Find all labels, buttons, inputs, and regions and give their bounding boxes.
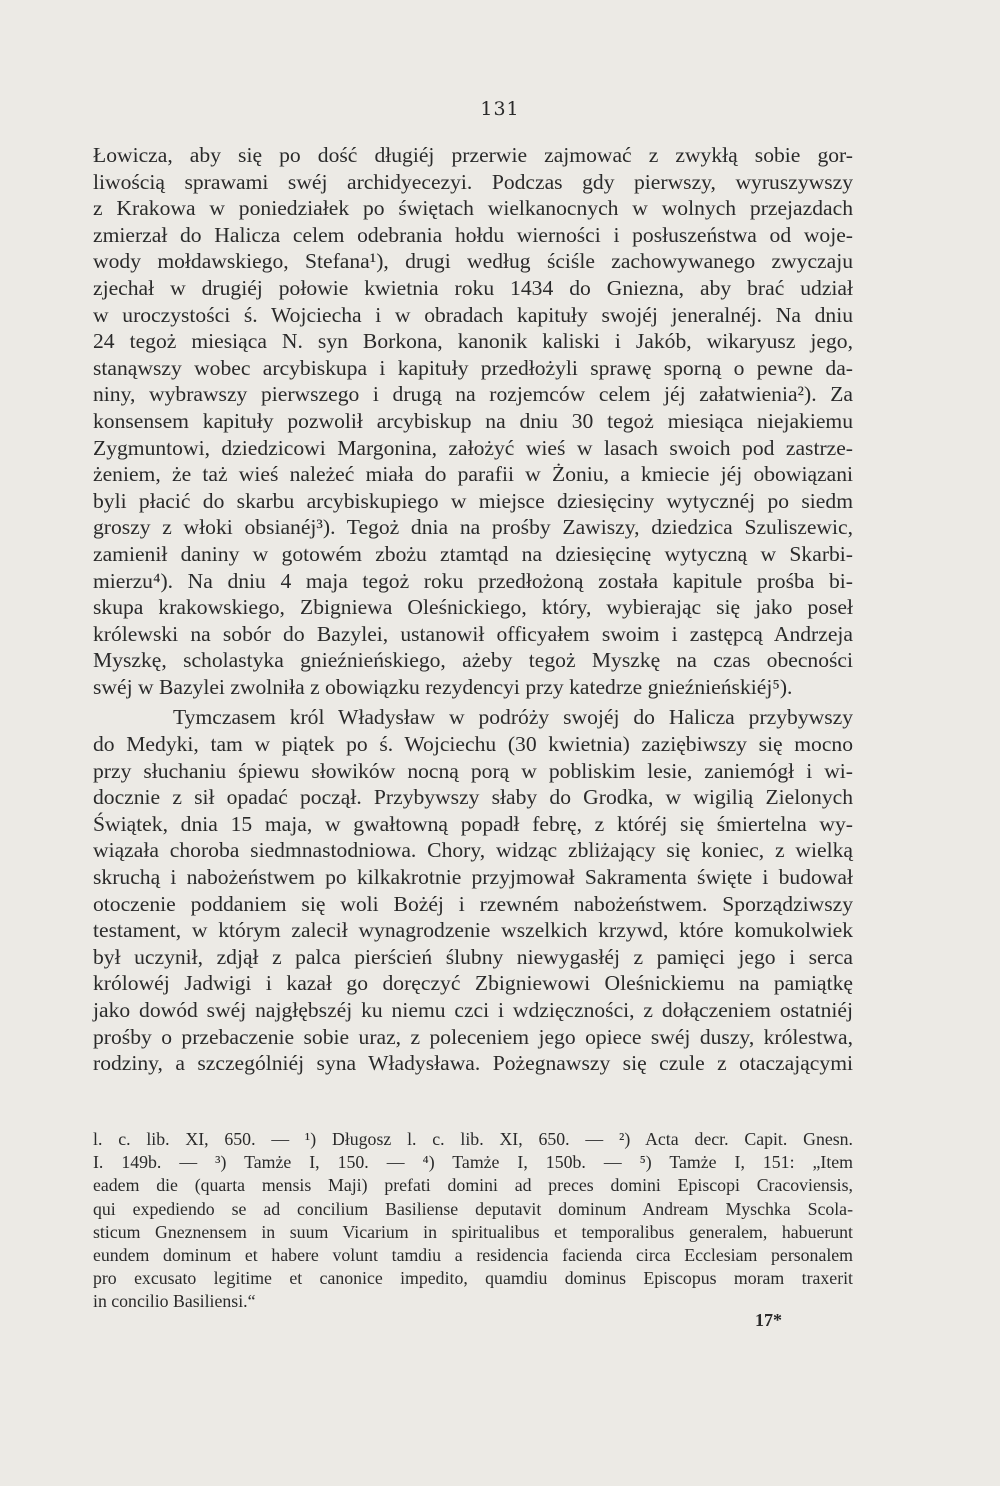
text-line: do Medyki, tam w piątek po ś. Wojciechu (30 kwietnia) zaziębiwszy się mocno bbox=[93, 732, 853, 757]
text-line: żeniem, że taż wieś należeć miała do parafii w Żoniu, a kmiecie jéj obowiązani bbox=[93, 462, 853, 487]
text-line: był uczynił, zdjął z palca pierścień ślubny niewygasłéj z pamięci jego i serca bbox=[93, 944, 853, 969]
text-line: w uroczystości ś. Wojciecha i w obradach kapituły swojéj jeneralnéj. Na dniu bbox=[93, 302, 853, 327]
text-line: zmierzał do Halicza celem odebrania hołdu wierności i posłuszeństwa od woje- bbox=[93, 222, 853, 247]
text-line: rodziny, a szczególniéj syna Władysława. Pożegnawszy się czule z otaczającymi bbox=[93, 1051, 853, 1076]
text-line: prośby o przebaczenie sobie uraz, z poleceniem jego opiece swéj duszy, królestwa, bbox=[93, 1024, 853, 1049]
paragraph-1 bbox=[93, 142, 853, 700]
text-line: zamienił daniny w gotowém zbożu ztamtąd na dziesięcinę wytyczną w Skarbi- bbox=[93, 541, 853, 566]
text-line: wody mołdawskiego, Stefana¹), drugi według ściśle zachowywanego zwyczaju bbox=[93, 249, 853, 274]
text-line: królewski na sobór do Bazylei, ustanowił officyałem swoim i zastępcą Andrzeja bbox=[93, 621, 853, 646]
footnote-line: eadem die (quarta mensis Maji) prefati domini ad preces domini Episcopi Cracoviensis, bbox=[93, 1175, 853, 1196]
footnote-line: eundem dominum et habere volunt tamdiu a residencia facienda circa Ecclesiam personalem bbox=[93, 1245, 853, 1266]
text-line: Myszkę, scholastyka gnieźnieńskiego, ażeby tegoż Myszkę na czas obecności bbox=[93, 648, 853, 673]
text-line: groszy z włoki obsianéj³). Tegoż dnia na prośby Zawiszy, dziedzica Szuliszewic, bbox=[93, 515, 853, 540]
text-line: docznie z sił opadać począł. Przybywszy słaby do Grodka, w wigilią Zielonych bbox=[93, 785, 853, 810]
text-line: stanąwszy wobec arcybiskupa i kapituły przedłożyli sprawę sporną o pewne da- bbox=[93, 355, 853, 380]
text-line: niny, wybrawszy pierwszego i drugą na rozjemców celem jéj załatwienia²). Za bbox=[93, 382, 853, 407]
text-line: skupa krakowskiego, Zbigniewa Oleśnickiego, który, wybierając się jako poseł bbox=[93, 595, 853, 620]
text-line: otoczenie poddaniem się woli Bożéj i rzewném nabożeństwem. Sporządziwszy bbox=[93, 891, 853, 916]
text-line: 24 tegoż miesiąca N. syn Borkona, kanonik kaliski i Jakób, wikaryusz jego, bbox=[93, 329, 853, 354]
page-number: 131 bbox=[480, 98, 520, 120]
text-line: Tymczasem król Władysław w podróży swojéj do Halicza przybywszy bbox=[173, 705, 853, 730]
footnote-line: l. c. lib. XI, 650. — ¹) Długosz l. c. lib. XI, 650. — ²) Acta decr. Capit. Gnesn. bbox=[93, 1129, 853, 1149]
text-line: skruchą i nabożeństwem po kilkakrotnie przyjmował Sakramenta święte i budował bbox=[93, 865, 853, 890]
main-text bbox=[93, 142, 853, 1077]
footnotes bbox=[93, 1128, 853, 1314]
text-line: swéj w Bazylei zwolniła z obowiązku rezydencyi przy katedrze gnieźnieńskiéj⁵). bbox=[93, 674, 793, 699]
text-line: wiązała choroba siedmnastodniowa. Chory, widząc zbliżający się koniec, z wielką bbox=[93, 838, 853, 863]
text-line: Świątek, dnia 15 maja, w gwałtowną popadł febrę, z któréj się śmiertelna wy- bbox=[93, 811, 853, 836]
footnote-line: in concilio Basiliensi.“ bbox=[93, 1291, 256, 1312]
text-line: jako dowód swéj najgłębszéj ku niemu czci i wdzięczności, z dołączeniem ostatniéj bbox=[93, 998, 853, 1022]
footnote-line: I. 149b. — ³) Tamże I, 150. — ⁴) Tamże I, 150b. — ⁵) Tamże I, 151: „Item bbox=[93, 1152, 853, 1173]
paragraph-2 bbox=[93, 704, 853, 1076]
text-line: liwością sprawami swéj archidyecezyi. Podczas gdy pierwszy, wyruszywszy bbox=[93, 169, 853, 194]
footnote-line: sticum Gneznensem in suum Vicarium in spiritualibus et temporalibus generalem, habuerunt bbox=[93, 1221, 853, 1242]
footnote-line: qui expediendo se ad concilium Basiliense deputavit dominum Andream Myschka Scola- bbox=[93, 1198, 853, 1219]
text-line: zjechał w drugiéj połowie kwietnia roku 1434 do Gniezna, aby brać udział bbox=[93, 275, 853, 300]
text-line: mierzu⁴). Na dniu 4 maja tegoż roku przedłożoną została kapitule prośba bi- bbox=[93, 568, 853, 593]
footnote-line: pro excusato legitime et canonice impedito, quamdiu dominus Episcopus moram traxerit bbox=[93, 1268, 853, 1289]
text-line: testament, w którym zalecił wynagrodzenie wszelkich krzywd, które komukolwiek bbox=[93, 918, 853, 943]
text-line: królowéj Jadwigi i kazał go doręczyć Zbigniewowi Oleśnickiemu na pamiątkę bbox=[93, 971, 853, 996]
text-line: Łowicza, aby się po dość długiéj przerwie zajmować z zwykłą sobie gor- bbox=[93, 143, 853, 167]
text-line: przy słuchaniu śpiewu słowików nocną porą w pobliskim lesie, zaniemógł i wi- bbox=[93, 758, 853, 783]
text-line: z Krakowa w poniedziałek po świętach wielkanocnych w wolnych przejazdach bbox=[93, 196, 853, 221]
text-line: konsensem kapituły pozwolił arcybiskup na dniu 30 tegoż miesiąca niejakiemu bbox=[93, 408, 853, 433]
text-line: Zygmuntowi, dziedzicowi Margonina, założyć wieś w lasach swoich pod zastrze- bbox=[93, 435, 853, 460]
text-line: byli płacić do skarbu arcybiskupiego w miejsce dziesięciny wytycznéj po siedm bbox=[93, 488, 853, 513]
printer-signature-mark: 17* bbox=[755, 1310, 782, 1330]
